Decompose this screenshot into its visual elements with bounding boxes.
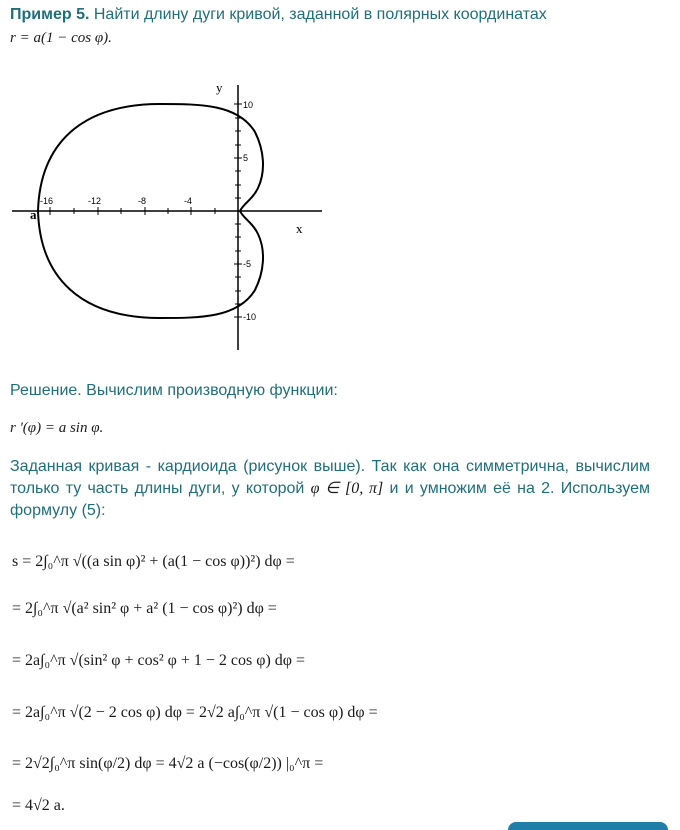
x-tick-label: -8	[138, 196, 147, 206]
solution-step: = 4√2 a.	[12, 797, 65, 814]
point-a-label: a	[30, 207, 37, 222]
x-tick-label: -4	[184, 196, 193, 206]
bottom-tab[interactable]	[508, 822, 668, 830]
solution-step: = 2√2∫₀^π sin(φ/2) dφ = 4√2 a (−cos(φ/2)) |₀^π =	[12, 755, 324, 772]
header-formula: r = a(1 − cos φ).	[10, 30, 112, 46]
solution-step: = 2a∫₀^π √(2 − 2 cos φ) dφ = 2√2 a∫₀^π √(1 − cos φ) dφ =	[12, 704, 378, 721]
solution-text-part1: Заданная кривая - кардиоида (рисунок выше). Так как она симметрична, вычислим только ту часть длины дуги, у которой	[10, 458, 650, 497]
solution-text-part2: и и умножим её на 2. Используем формулу (5):	[10, 480, 651, 519]
y-tick-label: 10	[243, 100, 254, 110]
y-tick-label: -5	[243, 259, 252, 269]
solution-text	[10, 456, 650, 522]
y-axis-label: y	[216, 80, 223, 95]
solution-step: = 2∫₀^π √(a² sin² φ + a² (1 − cos φ)²) dφ =	[12, 600, 277, 617]
cardioid-graph	[0, 0, 680, 370]
y-tick-label: -10	[243, 312, 257, 322]
x-tick-label: -16	[40, 196, 54, 206]
example-label: Пример 5.	[10, 6, 90, 23]
solution-step: = 2a∫₀^π √(sin² φ + cos² φ + 1 − 2 cos φ) dφ =	[12, 652, 306, 669]
y-tick-label: 5	[243, 153, 249, 163]
x-tick-label: -12	[88, 196, 102, 206]
solution-intro: Решение. Вычислим производную функции:	[10, 382, 338, 399]
solution-step: s = 2∫₀^π √((a sin φ)² + (a(1 − cos φ))²) dφ =	[12, 553, 295, 570]
x-axis-label: x	[296, 221, 303, 236]
interval: φ ∈ [0, π]	[310, 480, 384, 497]
task-text: Найти длину дуги кривой, заданной в полярных координатах	[93, 6, 547, 23]
derivative-formula: r '(φ) = a sin φ.	[10, 420, 104, 436]
